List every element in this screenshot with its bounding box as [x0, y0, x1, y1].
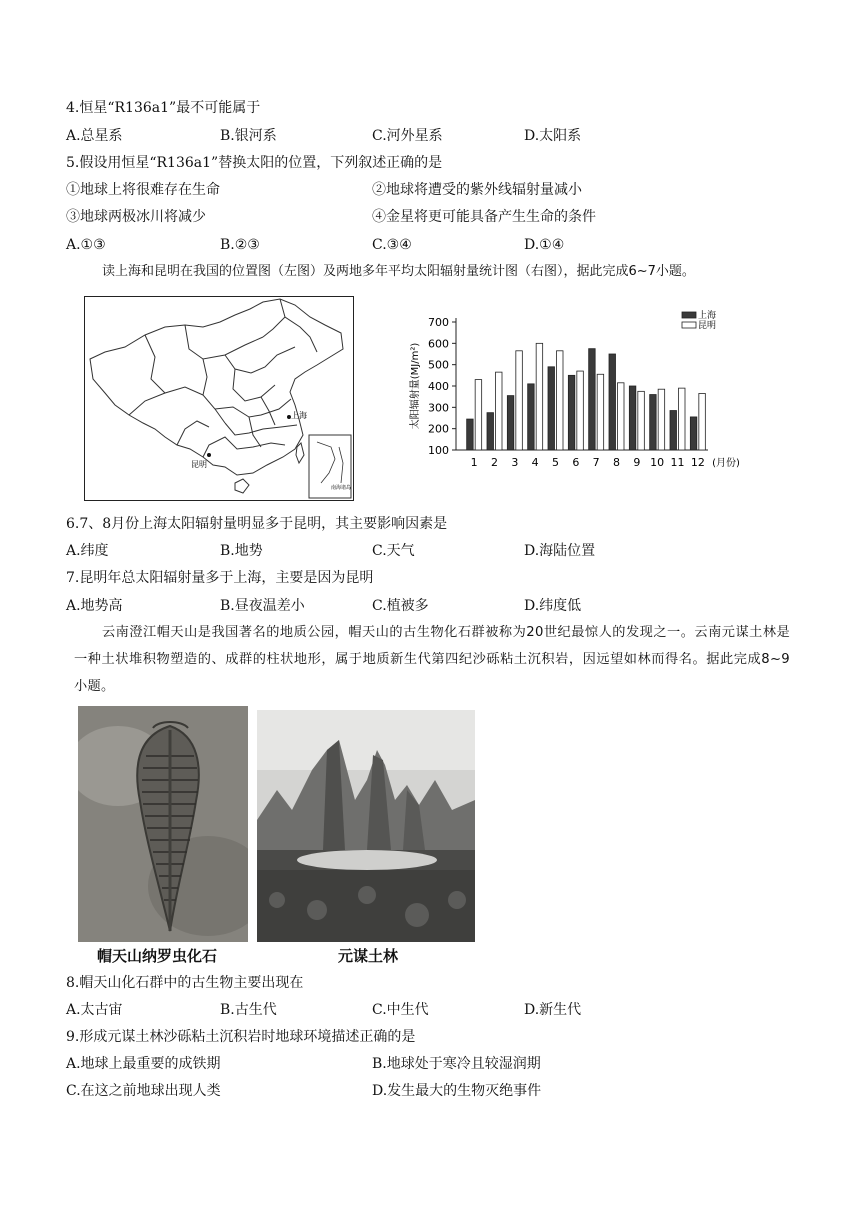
x-tick-label: 12 [690, 456, 705, 469]
y-tick-label: 500 [428, 358, 449, 372]
q9-option-b: B.地球处于寒冷且较湿润期 [372, 1056, 541, 1072]
q4-option-d: D.太阳系 [524, 128, 582, 144]
bar-kunming-5 [557, 351, 564, 450]
fossil-photo [78, 706, 248, 942]
y-tick-label: 700 [428, 316, 449, 329]
x-tick-label: 2 [491, 456, 498, 469]
x-tick-label: 10 [650, 456, 665, 469]
bar-kunming-11 [679, 388, 686, 450]
q8-option-d: D.新生代 [524, 1002, 582, 1018]
question-4-stem: 4.恒星“R136a1”最不可能属于 [66, 100, 261, 116]
bar-kunming-1 [475, 380, 482, 450]
q8-option-b: B.古生代 [220, 1002, 277, 1018]
x-tick-label: 7 [592, 456, 600, 469]
x-axis-label: (月份) [712, 458, 740, 469]
legend-swatch [682, 312, 696, 318]
intro-8-9: 云南澄江帽天山是我国著名的地质公园，帽天山的古生物化石群被称为20世纪最惊人的发现之一。云南元谋土林是一种土状堆积物塑造的、成群的柱状地形，属于地质新生代第四纪沙砾粘土沉积岩，因远望如林而得名。据此完成8~9小题。 [74, 625, 790, 694]
x-tick-label: 3 [511, 456, 519, 469]
bar-shanghai-4 [528, 384, 535, 450]
legend-label: 上海 [698, 311, 717, 321]
intro-6-7: 读上海和昆明在我国的位置图（左图）及两地多年平均太阳辐射量统计图（右图），据此完成6~7小题。 [102, 264, 695, 279]
bar-shanghai-2 [487, 413, 494, 450]
bar-kunming-6 [577, 371, 584, 450]
bar-kunming-4 [536, 343, 543, 450]
q5-option-c: C.③④ [372, 237, 412, 253]
question-6-stem: 6.7、8月份上海太阳辐射量明显多于昆明，其主要影响因素是 [66, 516, 448, 532]
kunming-label: 昆明 [191, 460, 207, 469]
bar-shanghai-5 [548, 367, 555, 450]
x-tick-label: 5 [552, 456, 559, 469]
bar-shanghai-11 [670, 411, 677, 450]
q8-option-a: A.太古宙 [66, 1002, 123, 1018]
q6-option-b: B.地势 [220, 543, 263, 559]
x-tick-label: 6 [572, 456, 580, 469]
q5-statement-4: ④金星将更可能具备产生生命的条件 [372, 209, 596, 225]
q5-option-a: A.①③ [66, 237, 106, 253]
q7-option-b: B.昼夜温差小 [220, 598, 305, 614]
kunming-marker [207, 453, 211, 457]
bar-shanghai-6 [568, 375, 575, 450]
bar-kunming-9 [638, 391, 645, 450]
legend-label: 昆明 [698, 321, 717, 331]
y-tick-label: 600 [428, 337, 449, 351]
x-tick-label: 11 [670, 456, 685, 469]
shanghai-label: 上海 [291, 411, 307, 420]
y-tick-label: 300 [428, 401, 449, 415]
bar-shanghai-10 [650, 395, 657, 450]
earth-forest-photo [257, 710, 475, 942]
y-tick-label: 100 [428, 444, 449, 457]
q5-statement-1: ①地球上将很难存在生命 [66, 182, 220, 198]
china-map [84, 296, 354, 501]
x-tick-label: 4 [531, 456, 539, 469]
fossil-caption: 帽天山纳罗虫化石 [97, 947, 218, 965]
q7-option-a: A.地势高 [66, 598, 123, 614]
question-5-stem: 5.假设用恒星“R136a1”替换太阳的位置，下列叙述正确的是 [66, 155, 443, 171]
earth-forest-caption: 元谋土林 [338, 947, 399, 965]
q5-statement-3: ③地球两极冰川将减少 [66, 209, 206, 225]
y-axis-label: 太阳辐射量(MJ/m²) [410, 342, 421, 430]
q6-option-d: D.海陆位置 [524, 543, 596, 559]
q6-option-c: C.天气 [372, 543, 415, 559]
bar-shanghai-9 [629, 386, 636, 450]
q7-option-c: C.植被多 [372, 598, 429, 614]
bar-kunming-12 [699, 393, 706, 450]
q4-option-c: C.河外星系 [372, 128, 443, 144]
question-8-stem: 8.帽天山化石群中的古生物主要出现在 [66, 975, 304, 991]
y-tick-label: 400 [428, 380, 449, 393]
bar-shanghai-12 [690, 417, 697, 450]
bar-shanghai-8 [609, 354, 616, 450]
q5-statement-2: ②地球将遭受的紫外线辐射量减小 [372, 182, 582, 198]
q7-option-d: D.纬度低 [524, 598, 582, 614]
bar-kunming-2 [496, 372, 503, 450]
q4-option-b: B.银河系 [220, 128, 277, 144]
bar-kunming-10 [658, 389, 665, 450]
q4-option-a: A.总星系 [66, 128, 123, 144]
q5-option-d: D.①④ [524, 237, 565, 253]
bar-shanghai-7 [589, 349, 596, 450]
q5-option-b: B.②③ [220, 237, 260, 253]
bar-kunming-3 [516, 351, 523, 450]
bar-shanghai-3 [507, 396, 513, 450]
china-map-svg [85, 297, 353, 500]
x-tick-label: 1 [470, 456, 478, 469]
bar-kunming-7 [597, 374, 604, 450]
legend-swatch [682, 322, 696, 328]
bar-shanghai-1 [467, 419, 474, 450]
q6-option-a: A.纬度 [66, 543, 109, 559]
bar-kunming-8 [618, 383, 625, 450]
y-tick-label: 200 [428, 422, 449, 436]
x-tick-label: 9 [633, 456, 641, 469]
q8-option-c: C.中生代 [372, 1002, 429, 1018]
q9-option-d: D.发生最大的生物灭绝事件 [372, 1083, 542, 1099]
q9-option-a: A.地球上最重要的成铁期 [66, 1056, 221, 1072]
radiation-bar-chart [396, 300, 756, 472]
question-9-stem: 9.形成元谋土林沙砾粘土沉积岩时地球环境描述正确的是 [66, 1029, 416, 1045]
inset-label: 南海诸岛 [331, 485, 352, 491]
question-7-stem: 7.昆明年总太阳辐射量多于上海，主要是因为昆明 [66, 570, 374, 586]
q9-option-c: C.在这之前地球出现人类 [66, 1083, 221, 1099]
x-tick-label: 8 [613, 456, 620, 469]
